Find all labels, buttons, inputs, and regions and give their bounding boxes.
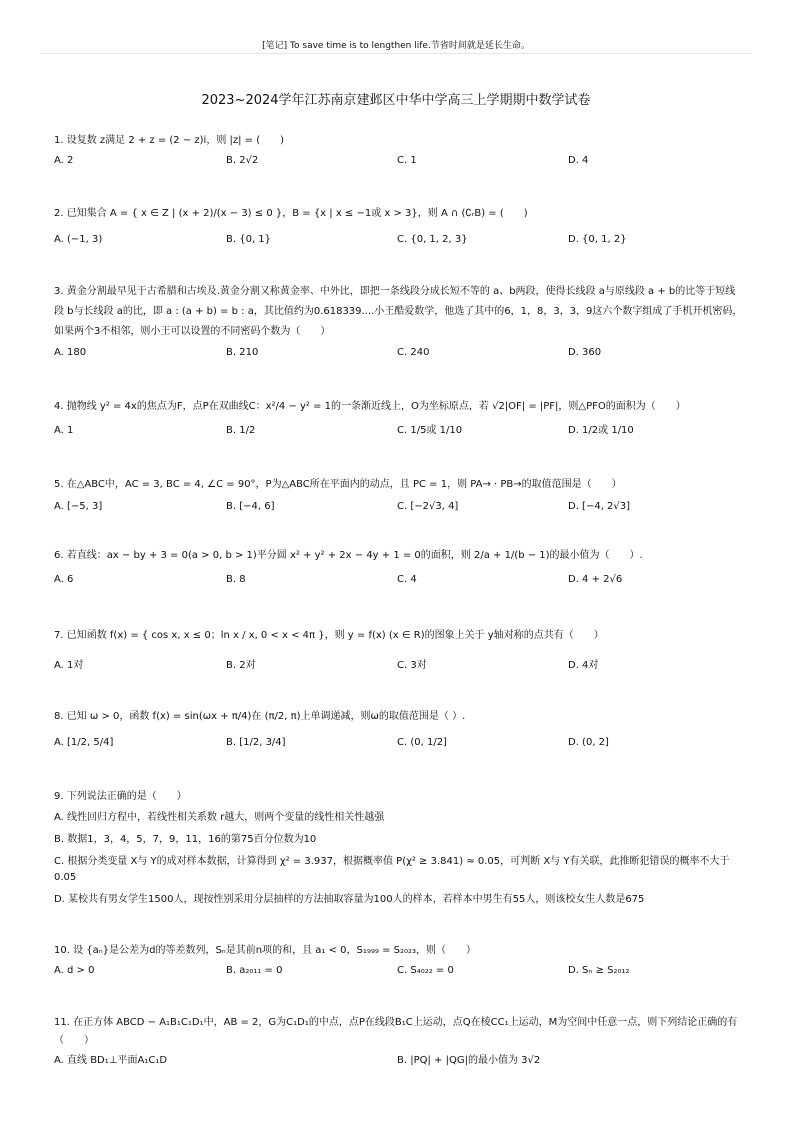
question-stem: 2. 已知集合 A = { x ∈ Z | (x + 2)/(x − 3) ≤ 0 }，B = {x | x ≤ −1或 x > 3}，则 A ∩ (∁ᵣB) = ( ) xyxy=(54,208,528,219)
question-7 xyxy=(54,629,744,675)
option-a: A. [−5, 3] xyxy=(54,501,103,512)
question-stem: 3. 黄金分割最早见于古希腊和古埃及.黄金分割又称黄金率、中外比，即把一条线段分成长短不等的 a、b两段，使得长线段 a与原线段 a + b的比等于短线段 b与长线段 a的比，即 a : (a + b) = b : a，其比值约为0.618339....小王酷爱数学，他选了其中的6，1，8，3，3，9这六个数字组成了手机开机密码，如果两个3不相邻，则小王可以设置的不同密码个数为（ ） xyxy=(54,286,743,337)
option-c: C. S₄₀₂₂ = 0 xyxy=(397,965,454,976)
option-b: B. {0, 1} xyxy=(226,234,272,245)
option-d: D. 4对 xyxy=(568,660,599,671)
option-c: C. 1/5或 1/10 xyxy=(397,425,463,436)
option-a: A. (−1, 3) xyxy=(54,234,103,245)
question-10 xyxy=(54,944,744,980)
option-b: B. [−4, 6] xyxy=(226,501,275,512)
option-d: D. 4 + 2√6 xyxy=(568,574,623,585)
option-c: C. (0, 1/2] xyxy=(397,737,447,748)
option-c: C. 1 xyxy=(397,155,417,166)
question-stem: 6. 若直线：ax − by + 3 = 0(a > 0, b > 1)平分圆 x² + y² + 2x − 4y + 1 = 0的面积，则 2/a + 1/(b − 1)的最小值为（ ）. xyxy=(54,550,643,561)
question-2 xyxy=(54,207,744,249)
question-8 xyxy=(54,710,744,752)
question-stem: 10. 设 {aₙ}是公差为d的等差数列，Sₙ是其前n项的和，且 a₁ < 0，S₁₉₉₉ = S₂₀₂₃，则（ ） xyxy=(54,945,477,956)
question-6 xyxy=(54,549,744,589)
option-d: D. Sₙ ≥ S₂₀₁₂ xyxy=(568,965,630,976)
option-c: C. 根据分类变量 X与 Y的成对样本数据，计算得到 χ² = 3.937，根据概率值 P(χ² ≥ 3.841) ≈ 0.05，可判断 X与 Y有关联，此推断犯错误的概率不大于0.05 xyxy=(54,856,730,883)
question-4 xyxy=(54,400,744,440)
option-b: B. [1/2, 3/4] xyxy=(226,737,286,748)
option-c: C. [−2√3, 4] xyxy=(397,501,459,512)
option-a: A. 2 xyxy=(54,155,74,166)
option-a: A. d > 0 xyxy=(54,965,95,976)
option-d: D. [−4, 2√3] xyxy=(568,501,631,512)
option-a: A. 180 xyxy=(54,347,87,358)
option-b: B. 8 xyxy=(226,574,246,585)
header-note: [笔记] To save time is to lengthen life.节省时间就是延长生命。 xyxy=(262,41,530,51)
question-1 xyxy=(54,134,744,170)
option-b: B. 2对 xyxy=(226,660,256,671)
option-d: D. 360 xyxy=(568,347,602,358)
option-d: D. (0, 2] xyxy=(568,737,609,748)
question-11 xyxy=(54,1014,744,1070)
option-d: D. {0, 1, 2} xyxy=(568,234,627,245)
option-c: C. 4 xyxy=(397,574,417,585)
exam-title: 2023~2024学年江苏南京建邺区中华中学高三上学期期中数学试卷 xyxy=(201,93,591,108)
page-header xyxy=(0,0,792,56)
option-a: A. 线性回归方程中，若线性相关系数 r越大，则两个变量的线性相关性越强 xyxy=(54,812,385,823)
header-divider xyxy=(40,53,752,54)
question-3 xyxy=(54,282,744,362)
question-stem: 5. 在△ABC中，AC = 3, BC = 4, ∠C = 90°，P为△ABC所在平面内的动点，且 PC = 1，则 PA→ · PB→的取值范围是（ ） xyxy=(54,479,622,490)
option-b: B. 1/2 xyxy=(226,425,256,436)
question-stem: 8. 已知 ω > 0，函数 f(x) = sin(ωx + π/4)在 (π/2, π)上单调递减，则ω的取值范围是（ ）. xyxy=(54,711,466,722)
question-stem: 9. 下列说法正确的是（ ） xyxy=(54,791,187,802)
option-c: C. {0, 1, 2, 3} xyxy=(397,234,468,245)
question-5 xyxy=(54,478,744,516)
option-d: D. 某校共有男女学生1500人，现按性别采用分层抽样的方法抽取容量为100人的样本，若样本中男生有55人，则该校女生人数是675 xyxy=(54,894,645,905)
option-d: D. 4 xyxy=(568,155,589,166)
question-9 xyxy=(54,790,744,908)
option-a: A. 1对 xyxy=(54,660,84,671)
option-a: A. 6 xyxy=(54,574,74,585)
option-d: D. 1/2或 1/10 xyxy=(568,425,634,436)
option-b: B. 2√2 xyxy=(226,155,259,166)
option-c: C. 240 xyxy=(397,347,430,358)
question-stem: 11. 在正方体 ABCD − A₁B₁C₁D₁中，AB = 2，G为C₁D₁的中点，点P在线段B₁C上运动，点Q在棱CC₁上运动，M为空间中任意一点，则下列结论正确的有（ ） xyxy=(54,1017,738,1046)
option-a: A. [1/2, 5/4] xyxy=(54,737,114,748)
option-b: B. |PQ| + |QG|的最小值为 3√2 xyxy=(397,1055,541,1066)
question-stem: 4. 抛物线 y² = 4x的焦点为F，点P在双曲线C：x²/4 − y² = 1的一条渐近线上，O为坐标原点，若 √2|OF| = |PF|，则△PFO的面积为（ ） xyxy=(54,401,686,412)
option-a: A. 1 xyxy=(54,425,74,436)
question-stem: 1. 设复数 z满足 2 + z = (2 − z)i，则 |z| = ( ) xyxy=(54,135,285,146)
option-b: B. 210 xyxy=(226,347,259,358)
option-a: A. 直线 BD₁⊥平面A₁C₁D xyxy=(54,1055,168,1066)
option-b: B. 数据1，3，4，5，7，9，11，16的第75百分位数为10 xyxy=(54,834,317,845)
question-stem: 7. 已知函数 f(x) = { cos x, x ≤ 0；ln x / x, 0 < x < 4π }，则 y = f(x) (x ∈ R)的图象上关于 y轴对称的点共有（ ） xyxy=(54,630,604,641)
option-c: C. 3对 xyxy=(397,660,427,671)
option-b: B. a₂₀₁₁ = 0 xyxy=(226,965,283,976)
